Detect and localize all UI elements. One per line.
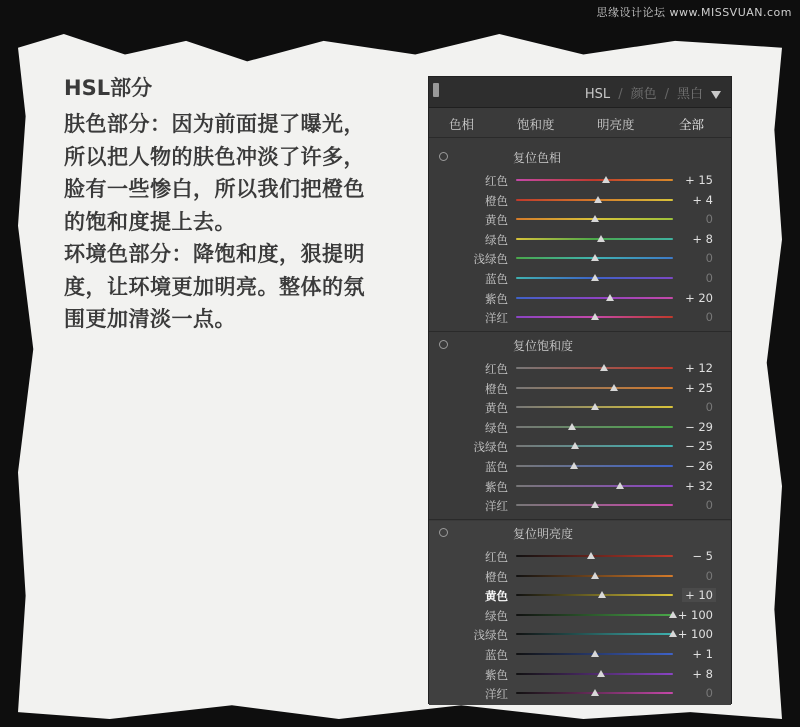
slider-thumb[interactable] bbox=[591, 215, 599, 222]
slider-value[interactable]: + 100 bbox=[677, 607, 713, 622]
article-text bbox=[64, 74, 414, 336]
slider-label: 紫色 bbox=[485, 291, 508, 306]
slider-thumb[interactable] bbox=[598, 591, 606, 598]
slider-row bbox=[429, 289, 731, 308]
slider-value[interactable]: 0 bbox=[705, 400, 713, 415]
section-luminance bbox=[429, 523, 731, 709]
slider-label: 洋红 bbox=[485, 311, 508, 326]
slider-label: 紫色 bbox=[485, 479, 508, 494]
tab-all[interactable]: 全部 bbox=[679, 117, 705, 132]
slider-label: 浅绿色 bbox=[473, 628, 508, 643]
slider-value[interactable]: − 29 bbox=[685, 419, 713, 434]
slider-row bbox=[429, 379, 731, 398]
slider-thumb[interactable] bbox=[602, 176, 610, 183]
slider-value[interactable]: 0 bbox=[705, 568, 713, 583]
slider-thumb[interactable] bbox=[587, 552, 595, 559]
section-reset-title[interactable]: 复位明亮度 bbox=[513, 527, 574, 541]
slider-row bbox=[429, 437, 731, 456]
slider-row bbox=[429, 567, 731, 586]
slider-thumb[interactable] bbox=[591, 313, 599, 320]
section-saturation bbox=[429, 335, 731, 521]
slider-row bbox=[429, 210, 731, 229]
panel-mode-switcher: HSL / 颜色 / 黑白 bbox=[585, 83, 721, 102]
slider-thumb[interactable] bbox=[610, 384, 618, 391]
slider-row bbox=[429, 359, 731, 378]
slider-value[interactable]: + 32 bbox=[685, 478, 713, 493]
target-adjust-icon[interactable] bbox=[439, 340, 448, 349]
slider-row bbox=[429, 625, 731, 644]
slider-track[interactable] bbox=[516, 614, 673, 616]
slider-value[interactable]: + 4 bbox=[692, 192, 713, 207]
slider-value[interactable]: 0 bbox=[705, 686, 713, 701]
panel-header bbox=[429, 77, 731, 108]
article-line: 环境色部分：降饱和度，狠提明 bbox=[64, 242, 365, 266]
slider-label: 黄色 bbox=[485, 401, 508, 416]
mode-color[interactable]: 颜色 bbox=[630, 87, 657, 102]
slider-value[interactable]: + 12 bbox=[685, 361, 713, 375]
article-line: 肤色部分：因为前面提了曝光， bbox=[64, 112, 365, 136]
slider-thumb[interactable] bbox=[600, 364, 608, 371]
slider-track[interactable] bbox=[516, 387, 673, 389]
slider-value[interactable]: 0 bbox=[705, 498, 713, 513]
hsl-tabs bbox=[429, 107, 731, 138]
slider-row bbox=[429, 171, 731, 190]
slider-row bbox=[429, 191, 731, 210]
slider-label: 红色 bbox=[485, 174, 508, 188]
slider-value[interactable]: + 15 bbox=[685, 173, 713, 187]
slider-label: 蓝色 bbox=[485, 272, 508, 286]
slider-row bbox=[429, 249, 731, 268]
mode-hsl[interactable]: HSL bbox=[584, 87, 611, 102]
article-line: 脸有一些惨白，所以我们把橙色 bbox=[64, 177, 365, 201]
slider-thumb[interactable] bbox=[570, 462, 578, 469]
slider-value[interactable]: + 100 bbox=[677, 627, 713, 642]
slider-label: 洋红 bbox=[485, 687, 508, 702]
mode-bw[interactable]: 黑白 bbox=[676, 87, 703, 102]
slider-row bbox=[429, 665, 731, 684]
slider-row bbox=[429, 457, 731, 476]
slider-value[interactable]: + 8 bbox=[692, 231, 713, 246]
target-adjust-icon[interactable] bbox=[439, 528, 448, 537]
slider-thumb[interactable] bbox=[597, 670, 605, 677]
slider-value[interactable]: + 25 bbox=[685, 380, 713, 395]
slider-value[interactable]: 0 bbox=[705, 212, 713, 227]
slider-value[interactable]: 0 bbox=[705, 271, 713, 285]
slider-label: 绿色 bbox=[485, 608, 508, 623]
slider-thumb[interactable] bbox=[616, 482, 624, 489]
slider-value[interactable]: − 26 bbox=[685, 459, 713, 473]
slider-row bbox=[429, 684, 731, 703]
slider-thumb[interactable] bbox=[591, 274, 599, 281]
slider-track[interactable] bbox=[516, 485, 673, 487]
section-reset-title[interactable]: 复位色相 bbox=[513, 151, 562, 165]
slider-label: 橙色 bbox=[485, 381, 508, 396]
slider-thumb[interactable] bbox=[591, 254, 599, 261]
slider-value[interactable]: 0 bbox=[705, 310, 713, 325]
slider-value[interactable]: + 10 bbox=[682, 588, 716, 602]
slider-value[interactable]: + 20 bbox=[685, 290, 713, 305]
slider-track[interactable] bbox=[516, 465, 673, 467]
slider-row bbox=[429, 269, 731, 288]
section-reset-title[interactable]: 复位饱和度 bbox=[513, 339, 574, 353]
slider-label: 黄色 bbox=[485, 589, 508, 604]
slider-track[interactable] bbox=[516, 673, 673, 675]
slider-label: 橙色 bbox=[485, 193, 508, 208]
slider-thumb[interactable] bbox=[594, 196, 602, 203]
slider-label: 红色 bbox=[485, 362, 508, 376]
tab-hue[interactable]: 色相 bbox=[449, 117, 475, 132]
slider-label: 蓝色 bbox=[485, 648, 508, 662]
slider-value[interactable]: 0 bbox=[705, 251, 713, 266]
article-line: 的饱和度提上去。 bbox=[64, 209, 236, 234]
slider-label: 橙色 bbox=[485, 569, 508, 584]
tab-luminance[interactable]: 明亮度 bbox=[597, 117, 635, 132]
hsl-panel bbox=[428, 76, 732, 704]
slider-track[interactable] bbox=[516, 297, 673, 299]
slider-thumb[interactable] bbox=[591, 501, 599, 508]
slider-track[interactable] bbox=[516, 594, 673, 596]
slider-track[interactable] bbox=[516, 367, 673, 369]
slider-thumb[interactable] bbox=[591, 572, 599, 579]
slider-row bbox=[429, 586, 731, 605]
slider-thumb[interactable] bbox=[606, 294, 614, 301]
slider-value[interactable]: + 8 bbox=[692, 666, 713, 681]
slider-value[interactable]: + 1 bbox=[692, 647, 713, 661]
slider-row bbox=[429, 230, 731, 249]
slider-label: 红色 bbox=[485, 550, 508, 564]
article-heading: HSL部分 bbox=[64, 76, 153, 100]
slider-row bbox=[429, 645, 731, 664]
section-divider bbox=[429, 519, 731, 520]
article-line: 度，让环境更加明亮。整体的氛 bbox=[64, 274, 365, 299]
slider-label: 蓝色 bbox=[485, 460, 508, 474]
slider-track[interactable] bbox=[516, 445, 673, 447]
article-line: 围更加清淡一点。 bbox=[64, 307, 236, 331]
slider-row bbox=[429, 606, 731, 625]
slider-thumb[interactable] bbox=[568, 423, 576, 430]
watermark: 思缘设计论坛 www.MISSVUAN.com bbox=[596, 6, 792, 19]
slider-label: 浅绿色 bbox=[473, 252, 508, 267]
slider-label: 绿色 bbox=[485, 232, 508, 247]
panel-grip-icon[interactable] bbox=[433, 83, 439, 97]
slider-label: 浅绿色 bbox=[473, 440, 508, 455]
slider-row bbox=[429, 547, 731, 566]
slider-thumb[interactable] bbox=[591, 403, 599, 410]
article-line: 所以把人物的肤色冲淡了许多， bbox=[64, 144, 365, 169]
slider-row bbox=[429, 398, 731, 417]
slider-thumb[interactable] bbox=[597, 235, 605, 242]
slider-label: 洋红 bbox=[485, 499, 508, 514]
slider-row bbox=[429, 477, 731, 496]
slider-thumb[interactable] bbox=[669, 630, 677, 637]
slider-track[interactable] bbox=[516, 179, 673, 181]
tab-saturation[interactable]: 饱和度 bbox=[517, 117, 555, 132]
slider-value[interactable]: − 5 bbox=[692, 549, 713, 563]
section-divider bbox=[429, 331, 731, 332]
section-hue bbox=[429, 147, 731, 333]
slider-row bbox=[429, 418, 731, 437]
slider-track[interactable] bbox=[516, 633, 673, 635]
slider-track[interactable] bbox=[516, 238, 673, 240]
slider-thumb[interactable] bbox=[571, 442, 579, 449]
target-adjust-icon[interactable] bbox=[439, 152, 448, 161]
slider-label: 紫色 bbox=[485, 667, 508, 682]
slider-row bbox=[429, 496, 731, 515]
slider-track[interactable] bbox=[516, 426, 673, 428]
slider-value[interactable]: − 25 bbox=[685, 439, 713, 454]
slider-label: 黄色 bbox=[485, 213, 508, 228]
collapse-triangle-icon[interactable] bbox=[711, 91, 721, 99]
slider-thumb[interactable] bbox=[591, 650, 599, 657]
slider-thumb[interactable] bbox=[591, 689, 599, 696]
slider-row bbox=[429, 308, 731, 327]
slider-thumb[interactable] bbox=[669, 611, 677, 618]
slider-label: 绿色 bbox=[485, 420, 508, 435]
